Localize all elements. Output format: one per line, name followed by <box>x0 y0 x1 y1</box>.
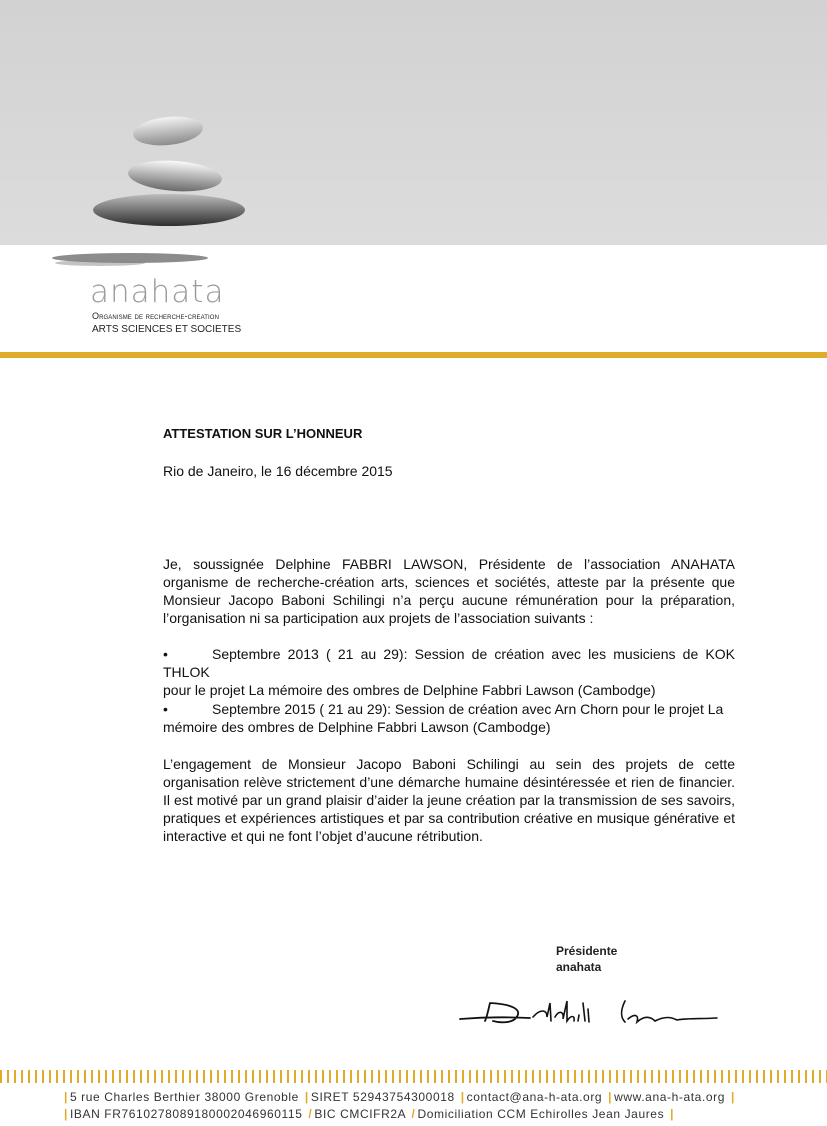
signatory-block <box>556 943 617 975</box>
footer-siret: SIRET 52943754300018 <box>310 1090 455 1104</box>
paragraph-engagement: L’engagement de Monsieur Jacopo Baboni Schilingi au sein des projets de cette organisation relève strictement d’une démarche humaine désintéressée et rien de financier. Il est motivé par un grand plaisir d’aider la jeune création par la transmission de ses savoirs, pratiques et expériences artistiques et par sa contribution créative en musique générative et interactive et qui ne font l’objet d’aucune rétribution. <box>163 756 735 844</box>
footer-line-bank: | IBAN FR7610278089180002046960115 / BIC CMCIFR2A / Domiciliation CCM Echirolles Jean Jaures | <box>64 1107 675 1121</box>
brand-name: anahata <box>90 274 225 310</box>
bullet-text-continued: pour le projet La mémoire des ombres de Delphine Fabbri Lawson (Cambodge) <box>163 682 656 698</box>
bullet-marker: • <box>163 646 168 662</box>
brand-subtitle-1: Organisme de recherche-creation <box>92 311 219 321</box>
bullet-text: Septembre 2015 ( 21 au 29): Session de création avec Arn Chorn pour le projet La <box>212 701 724 717</box>
signatory-role: Présidente <box>556 944 618 958</box>
footer-bic: BIC CMCIFR2A <box>314 1107 406 1121</box>
bullet-item <box>163 645 735 699</box>
header-rule <box>0 352 827 358</box>
footer-address: 5 rue Charles Berthier 38000 Grenoble <box>69 1090 299 1104</box>
bullet-text-continued: mémoire des ombres de Delphine Fabbri Lawson (Cambodge) <box>163 719 551 735</box>
footer-bank-domiciliation: Domiciliation CCM Echirolles Jean Jaures <box>417 1107 665 1121</box>
signatory-org: anahata <box>556 960 602 974</box>
footer-iban: IBAN FR7610278089180002046960115 <box>69 1107 303 1121</box>
handwritten-signature <box>455 995 730 1040</box>
bullet-item <box>163 700 735 736</box>
balanced-stones-icon <box>40 100 270 280</box>
bullet-marker: • <box>163 701 168 717</box>
paragraph-intro: Je, soussignée Delphine FABBRI LAWSON, Présidente de l’association ANAHATA organisme de recherche-création arts, sciences et sociétés, atteste par la présente que Monsieur Jacopo Baboni Schilingi n’a perçu aucune rémunération pour la préparation, l’organisation ni sa participation aux projets de l’association suivants : <box>163 556 735 626</box>
document-title: ATTESTATION SUR L’HONNEUR <box>163 426 363 441</box>
place-date: Rio de Janeiro, le 16 décembre 2015 <box>163 463 393 479</box>
footer-website-link[interactable]: www.ana-h-ata.org <box>614 1090 726 1104</box>
footer-decoration <box>0 1070 827 1083</box>
brand-subtitle-2: ARTS SCIENCES ET SOCIETES <box>92 324 242 335</box>
footer-email-link[interactable]: contact@ana-h-ata.org <box>466 1090 603 1104</box>
footer-line-address: | 5 rue Charles Berthier 38000 Grenoble | SIRET 52943754300018 | contact@ana-h-ata.org | www.ana-h-ata.org | <box>64 1090 735 1104</box>
bullet-text: Septembre 2013 ( 21 au 29): Session de création avec les musiciens de KOK THLOK <box>163 646 735 680</box>
